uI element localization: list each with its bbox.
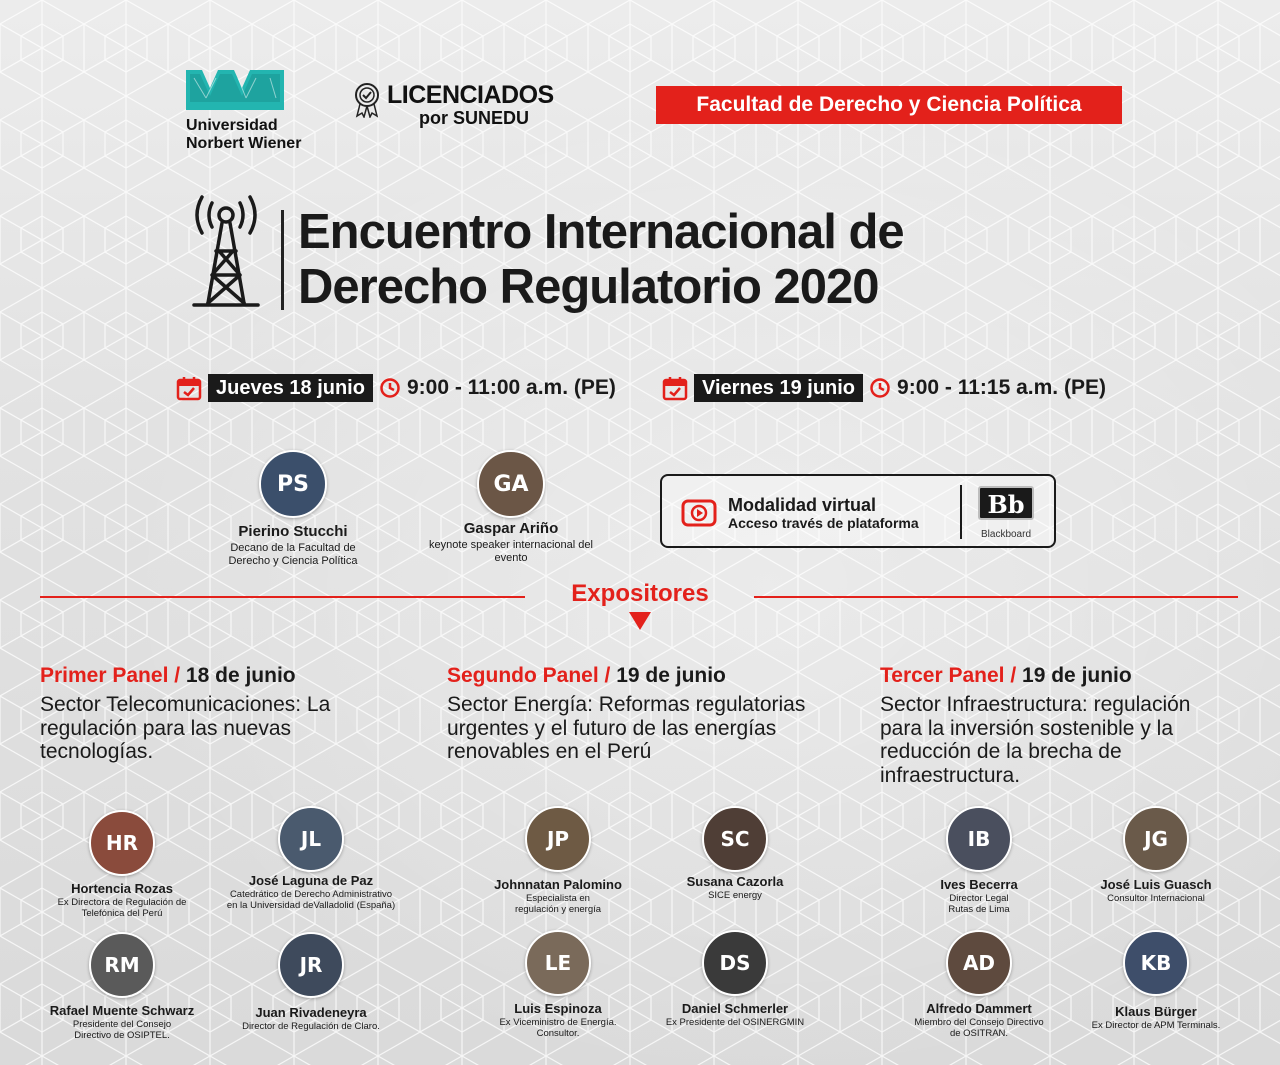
avatar: GA xyxy=(477,450,545,518)
panel-2 xyxy=(447,664,827,764)
speaker-card xyxy=(463,806,653,915)
speaker-name: Pierino Stucchi xyxy=(238,523,348,540)
licensed-badge xyxy=(353,82,554,128)
speaker-role: Ex Director de APM Terminals. xyxy=(1091,1020,1221,1031)
clock-icon xyxy=(379,377,401,399)
panel-date: 18 de junio xyxy=(185,664,296,687)
avatar: JL xyxy=(278,806,344,872)
virtual-title: Modalidad virtual xyxy=(728,495,877,515)
speaker-name: Juan Rivadeneyra xyxy=(255,1005,367,1020)
avatar: LE xyxy=(525,930,591,996)
speaker-card xyxy=(216,806,406,911)
faculty-badge: Facultad de Derecho y Ciencia Política xyxy=(656,86,1122,124)
panel-3 xyxy=(880,664,1260,787)
speaker-card xyxy=(884,930,1074,1039)
speaker-role: Miembro del Consejo Directivo de OSITRAN. xyxy=(914,1017,1044,1039)
schedule-day-1 xyxy=(176,374,616,402)
speaker-role: Ex Directora de Regulación de Telefónica del Perú xyxy=(57,897,187,919)
speaker-name: José Laguna de Paz xyxy=(248,873,374,888)
calendar-icon xyxy=(176,375,202,401)
speaker-role: Ex Presidente del OSINERGMIN xyxy=(665,1017,805,1028)
speaker-role: SICE energy xyxy=(708,890,762,901)
speaker-card xyxy=(216,932,406,1032)
schedule-time: 9:00 - 11:15 a.m. (PE) xyxy=(897,376,1106,399)
speaker-name: Gaspar Ariño xyxy=(463,520,559,537)
avatar: PS xyxy=(259,450,327,518)
speaker-role: Presidente del Consejo Directivo de OSIPTEL. xyxy=(72,1019,172,1041)
play-icon xyxy=(681,499,717,527)
speaker-card xyxy=(640,930,830,1028)
panel-topic: Sector Telecomunicaciones: La regulación para las nuevas tecnologías. xyxy=(40,693,331,763)
panel-date: 19 de junio xyxy=(1022,664,1132,687)
panel-topic: Sector Energía: Reformas regulatorias urgentes y el futuro de las energías renovables en el Perú xyxy=(447,693,806,763)
panel-1 xyxy=(40,664,420,764)
expositores-heading: Expositores xyxy=(571,580,709,607)
title-divider xyxy=(281,210,284,310)
divider-right xyxy=(754,596,1238,598)
speaker-name: Rafael Muente Schwarz xyxy=(49,1003,195,1018)
speaker-name: Luis Espinoza xyxy=(514,1001,602,1016)
speaker-name: Hortencia Rozas xyxy=(71,881,173,896)
speaker-card xyxy=(463,930,653,1039)
schedule-day-label: Jueves 18 junio xyxy=(208,374,373,402)
schedule-time: 9:00 - 11:00 a.m. (PE) xyxy=(406,376,616,399)
event-title xyxy=(298,205,904,315)
blackboard-logo: Bb xyxy=(978,486,1034,520)
speaker-card xyxy=(640,806,830,901)
speaker-card xyxy=(1061,930,1251,1031)
speaker-card xyxy=(884,806,1074,915)
calendar-icon xyxy=(662,375,688,401)
seal-icon xyxy=(353,82,381,118)
avatar: DS xyxy=(702,930,768,996)
university-logo-icon xyxy=(186,66,284,110)
event-title-line1: Encuentro Internacional de xyxy=(298,205,904,259)
event-title-line2: Derecho Regulatorio 2020 xyxy=(298,260,879,314)
speaker-role: Director Legal Rutas de Lima xyxy=(948,893,1010,915)
speaker-name: Daniel Schmerler xyxy=(681,1001,789,1016)
avatar: JP xyxy=(525,806,591,872)
panel-label: Primer Panel / xyxy=(40,664,181,687)
licensed-subtitle: por SUNEDU xyxy=(419,108,530,128)
panel-label: Tercer Panel / xyxy=(880,664,1017,687)
antenna-tower-icon xyxy=(186,193,266,313)
panel-label: Segundo Panel / xyxy=(447,664,611,687)
speaker-name: José Luis Guasch xyxy=(1100,877,1212,892)
university-logo xyxy=(186,66,326,153)
speaker-role: keynote speaker internacional del evento xyxy=(429,539,593,564)
avatar: SC xyxy=(702,806,768,872)
speaker-role: Catedrático de Derecho Administrativo en la Universidad deValladolid (España) xyxy=(226,889,396,911)
speaker-name: Susana Cazorla xyxy=(686,874,784,889)
speaker-name: Johnnatan Palomino xyxy=(494,877,622,892)
avatar: HR xyxy=(89,810,155,876)
speaker-role: Consultor Internacional xyxy=(1107,893,1205,904)
blackboard-label: Blackboard xyxy=(980,529,1032,540)
speaker-role: Decano de la Facultad de Derecho y Ciencia Política xyxy=(228,542,358,567)
speaker-name: Ives Becerra xyxy=(940,877,1018,892)
avatar: KB xyxy=(1123,930,1189,996)
speaker-role: Ex Viceministro de Energía. Consultor. xyxy=(499,1017,617,1039)
university-name: Universidad Norbert Wiener xyxy=(186,117,302,152)
divider-left xyxy=(40,596,525,598)
dropdown-arrow-icon xyxy=(629,612,651,630)
speaker-name: Alfredo Dammert xyxy=(926,1001,1032,1016)
licensed-title: LICENCIADOS xyxy=(387,81,554,109)
panel-topic: Sector Infraestructura: regulación para la inversión sostenible y la reducción de la brecha de infraestructura. xyxy=(880,693,1191,787)
speaker-role: Director de Regulación de Claro. xyxy=(242,1021,380,1032)
speaker-card xyxy=(27,810,217,919)
avatar: RM xyxy=(89,932,155,998)
avatar: IB xyxy=(946,806,1012,872)
speaker-card xyxy=(1061,806,1251,904)
virtual-modality-box xyxy=(660,474,1056,548)
clock-icon xyxy=(869,377,891,399)
speaker-role: Especialista en regulación y energía xyxy=(514,893,602,915)
avatar: JG xyxy=(1123,806,1189,872)
keynote-speaker-2 xyxy=(411,450,611,565)
virtual-subtitle: Acceso través de plataforma xyxy=(728,515,919,531)
schedule-day-2 xyxy=(662,374,1106,402)
speaker-name: Klaus Bürger xyxy=(1115,1004,1197,1019)
schedule-day-label: Viernes 19 junio xyxy=(694,374,863,402)
speaker-card xyxy=(27,932,217,1041)
avatar: JR xyxy=(278,932,344,998)
virtual-divider xyxy=(960,485,962,539)
panel-date: 19 de junio xyxy=(616,664,726,687)
keynote-speaker-1 xyxy=(193,450,393,568)
avatar: AD xyxy=(946,930,1012,996)
